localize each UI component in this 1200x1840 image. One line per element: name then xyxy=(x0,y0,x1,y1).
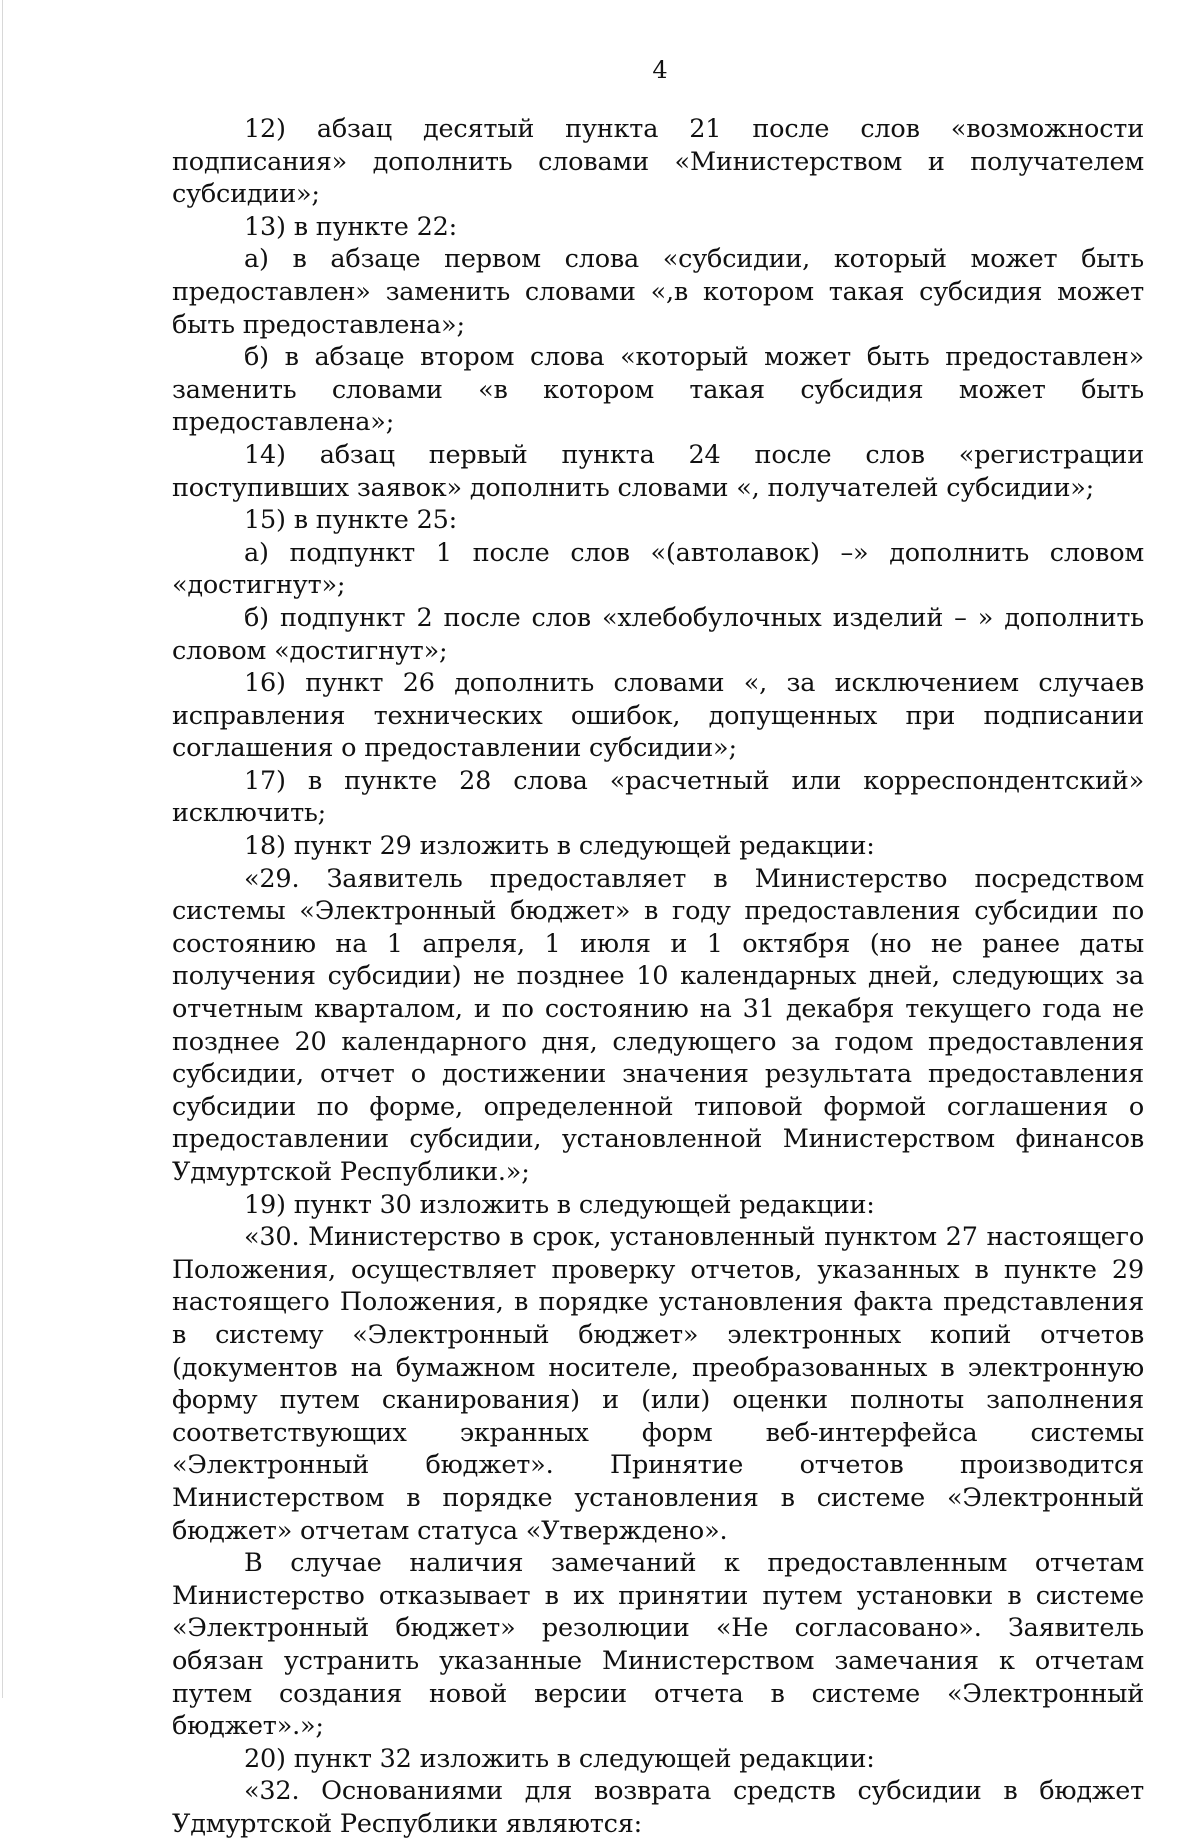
paragraph-32-text: «32. Основаниями для возврата средств субсидии в бюджет Удмуртской Республики являются: xyxy=(172,1776,1144,1839)
paragraph-20: 20) пункт 32 изложить в следующей редакции: xyxy=(244,1743,875,1774)
paragraph-15-a: а) подпункт 1 после слов «(автолавок) –» дополнить словом «достигнут»; xyxy=(172,537,1144,601)
paragraph-15-b: б) подпункт 2 после слов «хлебобулочных изделий – » дополнить словом «достигнут»; xyxy=(172,602,1144,666)
paragraph-16: 16) пункт 26 дополнить словами «, за исключением случаев исправления технических ошибок, допущенных при подписании соглашения о предоставлении субсидии»; xyxy=(172,668,1144,764)
paragraph-30-text: «30. Министерство в срок, установленный пунктом 27 настоящего Положения, осуществляет проверку отчетов, указанных в пункте 29 настоящего Положения, в порядке установления факта представления в систему «Электронный бюджет» электронных копий отчетов (документов на бумажном носителе, преобразованных в электронную форму путем сканирования) и (или) оценки полноты заполнения соответствующих экранных форм веб-интерфейса системы «Электронный бюджет». Принятие отчетов производится Министерством в порядке установления в системе «Электронный бюджет» отчетам статуса «Утверждено». xyxy=(172,1222,1144,1546)
paragraph-12: 12) абзац десятый пункта 21 после слов «возможности подписания» дополнить словами «Министерством и получателем субсидии»; xyxy=(172,114,1144,210)
paragraph-13: 13) в пункте 22: xyxy=(244,211,458,242)
paragraph-13-a: а) в абзаце первом слова «субсидии, который может быть предоставлен» заменить словами «,в котором такая субсидия может быть предоставлена»; xyxy=(172,244,1144,340)
paragraph-29-text: «29. Заявитель предоставляет в Министерство посредством системы «Электронный бюджет» в году предоставления субсидии по состоянию на 1 апреля, 1 июля и 1 октября (но не ранее даты получения субсидии) не позднее 10 календарных дней, следующих за отчетным кварталом, и по состоянию на 31 декабря текущего года не позднее 20 календарного дня, следующего за годом предоставления субсидии, отчет о достижении значения результата предоставления субсидии по форме, определенной типовой формой соглашения о предоставлении субсидии, установленной Министерством финансов Удмуртской Республики.»; xyxy=(172,863,1144,1187)
paragraph-19: 19) пункт 30 изложить в следующей редакции: xyxy=(244,1189,875,1220)
paragraph-15: 15) в пункте 25: xyxy=(244,505,458,536)
paragraph-17: 17) в пункте 28 слова «расчетный или корреспондентский» исключить; xyxy=(172,765,1144,829)
document-body xyxy=(172,113,1144,1840)
paragraph-14: 14) абзац первый пункта 24 после слов «регистрации поступивших заявок» дополнить словами «, получателей субсидии»; xyxy=(172,439,1144,503)
scan-edge-line xyxy=(2,0,3,1698)
paragraph-30-remarks: В случае наличия замечаний к предоставленным отчетам Министерство отказывает в их принятии путем установки в системе «Электронный бюджет» резолюции «Не согласовано». Заявитель обязан устранить указанные Министерством замечания к отчетам путем создания новой версии отчета в системе «Электронный бюджет».»; xyxy=(172,1548,1144,1742)
paragraph-18: 18) пункт 29 изложить в следующей редакции: xyxy=(244,831,875,862)
page-number: 4 xyxy=(652,56,668,84)
paragraph-13-b: б) в абзаце втором слова «который может быть предоставлен» заменить словами «в котором такая субсидия может быть предоставлена»; xyxy=(172,342,1144,438)
